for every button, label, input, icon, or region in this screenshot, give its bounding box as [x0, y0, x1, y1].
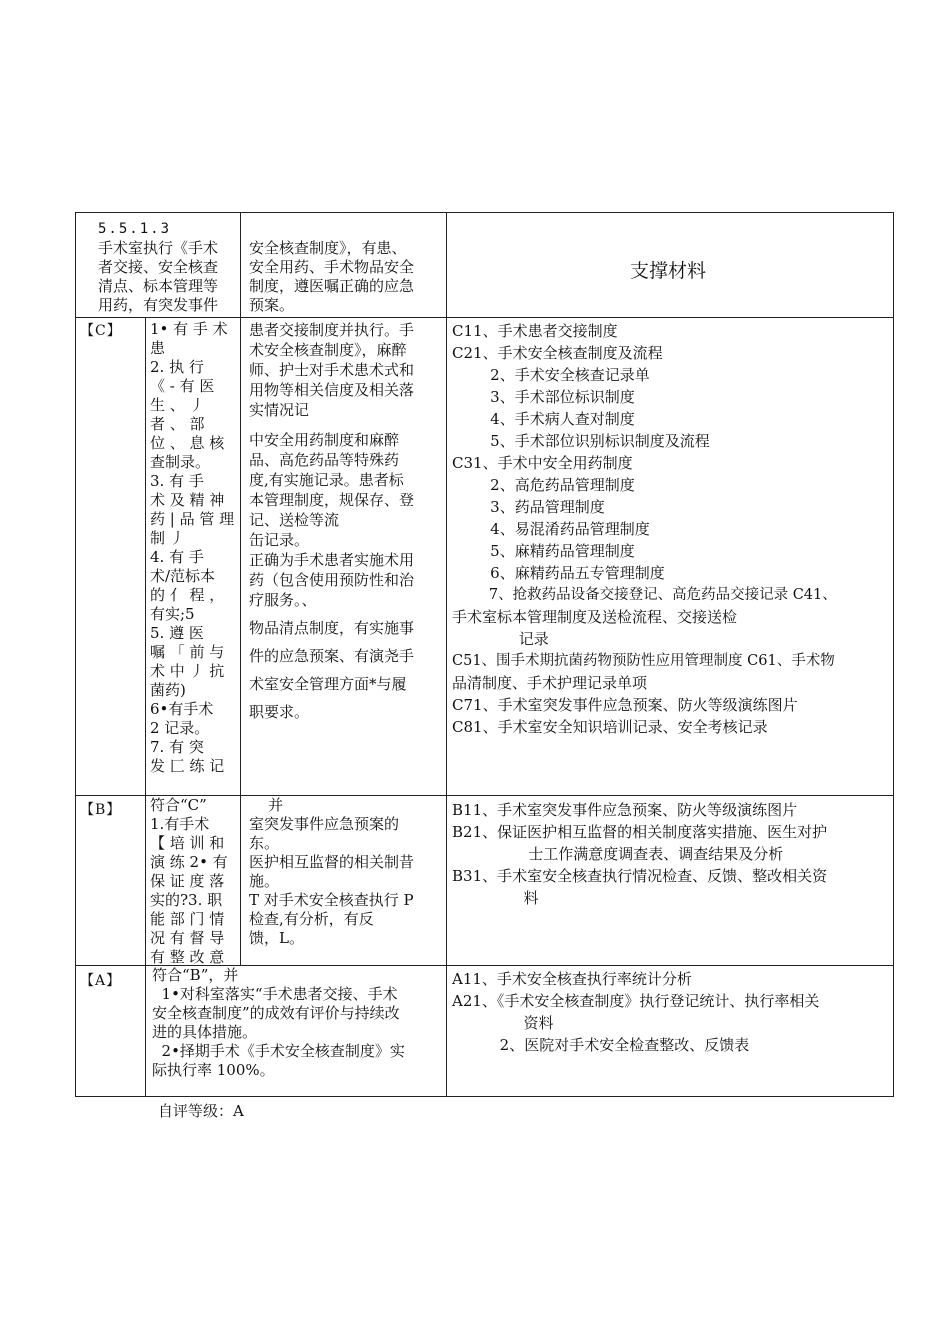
row-c-middle-line: 中安全用药制度和麻醉	[249, 431, 400, 449]
row-b-left-line: 符合“C”	[150, 796, 207, 814]
row-c-support-line: 2、高危药品管理制度	[452, 476, 635, 494]
row-c-middle-line: 度,有实施记录。患者标	[249, 471, 404, 489]
row-b-middle-line: 医护相互监督的相关制昔	[249, 853, 415, 871]
grade-label-c: 【C】	[80, 323, 122, 339]
row-b-support-line: B31、手术室安全核查执行情况检查、反馈、整改相关资	[452, 867, 828, 885]
row-c-middle-line: 疗服务。、	[249, 591, 317, 609]
row-b-left-line: 保 证 度 落	[150, 872, 225, 890]
row-c-middle-line: 记、送检等流	[249, 511, 340, 529]
row-c-support-line: 记录	[452, 630, 549, 648]
row-c-middle-cell	[249, 320, 444, 722]
row-b-middle-line: 东。	[249, 834, 280, 852]
header-middle-line: 预案。	[249, 296, 295, 314]
table-left-border	[75, 212, 76, 1097]
row-b-support-line: B11、手术室突发事件应急预案、防火等级演练图片	[452, 801, 798, 819]
header-left-line: 者交接、安全核查	[98, 258, 219, 276]
row-c-left-line: 2. 执 行	[150, 358, 204, 376]
row-c-support-line: 5、手术部位识别标识制度及流程	[452, 432, 710, 450]
row-c-middle-line	[249, 694, 444, 702]
row-c-left-line: 7. 有 突	[150, 738, 204, 756]
row-c-middle-line: 正确为手术患者实施术用	[249, 551, 415, 569]
row-c-support-line: 2、手术安全核查记录单	[452, 366, 650, 384]
row-c-support-line: 3、药品管理制度	[452, 498, 605, 516]
row-c-left-line: 3. 有 手	[150, 472, 204, 490]
row-a-left-line: 1•对科室落实“手术患者交接、手术	[152, 985, 398, 1003]
row-b-support-line: 料	[452, 889, 539, 907]
row-c-middle-line	[249, 420, 444, 430]
row-b-left-line: 【 培 训 和	[150, 834, 225, 852]
row-c-support-cell	[452, 320, 892, 738]
row-c-left-line: 嘱 「 前 与	[150, 643, 225, 661]
row-b-middle-line: 检查,有分析，有反	[249, 910, 374, 928]
row-c-support-line: C31、手术中安全用药制度	[452, 454, 633, 472]
row-c-left-line: 4. 有 手	[150, 548, 204, 566]
middle-column-border-top	[240, 212, 241, 795]
row-a-left-line: 安全核查制度”的成效有评价与持续改	[152, 1004, 400, 1022]
row-c-middle-line: 件的应急预案、有演尧手	[249, 647, 415, 665]
row-c-left-line: 1• 有 手 术	[150, 320, 228, 338]
row-c-left-line: 术 中 丿 抗	[150, 662, 225, 680]
header-left-line: 用药，有突发事件	[98, 296, 219, 314]
grade-label-a: 【A】	[80, 973, 122, 989]
row-c-middle-line	[249, 666, 444, 674]
row-c-left-line: 5. 遵 医	[150, 624, 204, 642]
row-c-support-line: 7、抢救药品设备交接登记、高危药品交接记录 C41、	[452, 587, 837, 603]
row-a-support-line: 资料	[452, 1014, 554, 1032]
header-middle-line: 安全用药、手术物品安全	[249, 258, 415, 276]
row-c-left-line: 术 及 精 神	[150, 491, 225, 509]
row-b-left-line: 实的?3. 职	[150, 891, 223, 909]
row-b-left-line: 演 练 2• 有	[150, 853, 228, 871]
row-c-left-line: 者 、 部	[150, 415, 205, 433]
row-c-support-line: 6、麻精药品五专管理制度	[452, 564, 665, 582]
standard-code: 5.5.1.3	[98, 221, 172, 237]
row-a-left-cell	[152, 966, 442, 1080]
row-c-left-line: 2 记录。	[150, 719, 210, 737]
row-b-middle-line: 施。	[249, 872, 280, 890]
middle-column-border-b	[240, 795, 241, 965]
row-c-middle-line	[249, 638, 444, 646]
row-a-left-line: 2•择期手术《手术安全核查制度》实	[152, 1042, 405, 1060]
row-b-left-line: 有 整 改 意	[150, 948, 225, 966]
row-a-support-cell	[452, 968, 892, 1056]
row-b-left-cell	[150, 796, 238, 967]
row-c-left-line: 发 匚 练 记	[150, 757, 225, 775]
row-c-middle-line: 品、高危药品等特殊药	[249, 451, 400, 469]
row-b-middle-cell	[249, 796, 444, 948]
row-b-left-line: 1.有手术	[150, 815, 210, 833]
row-c-left-line: 6•有手术	[150, 700, 214, 718]
row-b-middle-line: T 对手术安全核查执行 P	[249, 891, 414, 909]
row-c-left-line: 制 丿	[150, 529, 185, 547]
row-c-left-line: 的 亻 程 ，	[150, 586, 225, 604]
row-c-left-line: 患	[150, 339, 166, 357]
row-b-middle-line: 并	[249, 796, 284, 814]
row-c-middle-line: 职要求。	[249, 703, 310, 721]
row-c-left-line: 生 、 丿	[150, 396, 205, 414]
support-column-border	[446, 212, 447, 1096]
row-c-support-line: 手术室标本管理制度及送检流程、交接送检	[452, 608, 738, 626]
row-c-middle-line: 物品清点制度，有实施事	[249, 619, 415, 637]
row-c-middle-line: 用物等相关信度及相关落	[249, 381, 415, 399]
row-c-middle-line: 师、护士对手术患术式和	[249, 361, 415, 379]
row-c-support-line: 3、手术部位标识制度	[452, 388, 635, 406]
row-c-left-line: 查制录。	[150, 453, 211, 471]
row-a-support-line: A11、手术安全核查执行率统计分析	[452, 970, 692, 988]
header-middle-line: 安全核查制度》，有患、	[249, 239, 407, 257]
table-bottom-border	[75, 1096, 894, 1097]
row-c-middle-line: 术安全核查制度》，麻醉	[249, 341, 407, 359]
self-rating: 自评等级：A	[158, 1102, 244, 1120]
row-b-left-line: 况 有 督 导	[150, 929, 225, 947]
row-c-middle-line: 本管理制度，规保存、登	[249, 491, 415, 509]
row-c-support-line: 4、手术病人查对制度	[452, 410, 635, 428]
header-middle-line: 制度，遵医嘱正确的应急	[249, 277, 415, 295]
row-a-left-line: 符合“B”，并	[152, 966, 239, 984]
row-c-middle-line: 术室安全管理方面*与履	[249, 675, 407, 693]
row-c-support-line: 4、易混淆药品管理制度	[452, 520, 650, 538]
row-b-middle-line: 馈，L。	[249, 929, 304, 947]
row-c-left-line: 术/范标本	[150, 567, 216, 585]
row-c-support-line: C71、手术室突发事件应急预案、防火等级演练图片	[452, 696, 798, 714]
row-c-support-line: C51、围手术期抗菌药物预防性应用管理制度 C61、手术物	[452, 653, 835, 669]
row-c-support-line: C11、手术患者交接制度	[452, 322, 618, 340]
row-a-support-line: 2、医院对手术安全检查整改、反馈表	[452, 1036, 750, 1054]
row-c-middle-line: 患者交接制度并执行。手	[249, 321, 415, 339]
header-middle-cell	[249, 239, 444, 315]
header-left-line: 清点、标本管理等	[98, 277, 219, 295]
row-c-left-line: 位 、 息 核	[150, 434, 225, 452]
header-left-cell	[98, 220, 238, 315]
row-c-left-cell	[150, 320, 238, 776]
row-c-support-line: C81、手术室安全知识培训记录、安全考核记录	[452, 718, 768, 736]
row-c-left-line: 有实;5	[150, 605, 195, 623]
row-c-middle-line: 缶记录。	[249, 531, 310, 549]
row-b-middle-line: 室突发事件应急预案的	[249, 815, 400, 833]
row-b-support-line: B21、保证医护相互监督的相关制度落实措施、医生对护	[452, 823, 828, 841]
grade-column-border	[145, 317, 146, 1096]
support-materials-title: 支撑材料	[630, 260, 707, 282]
table-right-border	[893, 212, 894, 1097]
row-a-left-line: 进的具体措施。	[152, 1023, 258, 1041]
row-b-left-line: 能 部 门 情	[150, 910, 225, 928]
row-b-support-line: 士工作满意度调查表、调查结果及分析	[452, 845, 784, 863]
row-c-left-line: 《 - 有 医	[150, 377, 215, 395]
row-c-left-line: 菌药)	[150, 681, 186, 699]
row-c-middle-line	[249, 610, 444, 618]
row-c-top-border	[75, 317, 894, 318]
row-b-support-cell	[452, 799, 892, 909]
table-top-border	[75, 212, 894, 213]
row-c-middle-line: 药（包含使用预防性和治	[249, 571, 415, 589]
row-c-left-line: 药 | 品 管 理	[150, 510, 235, 528]
row-c-support-line: 5、麻精药品管理制度	[452, 542, 635, 560]
row-a-support-line: A21、《手术安全核查制度》执行登记统计、执行率相关	[452, 992, 820, 1010]
row-c-middle-line: 实情况记	[249, 401, 310, 419]
row-c-support-line: 品清制度、手术护理记录单项	[452, 674, 648, 692]
row-a-left-line: 际执行率 100%。	[152, 1061, 275, 1079]
header-left-line: 手术室执行《手术	[98, 239, 219, 257]
row-c-support-line: C21、手术安全核查制度及流程	[452, 344, 663, 362]
grade-label-b: 【B】	[80, 802, 122, 818]
